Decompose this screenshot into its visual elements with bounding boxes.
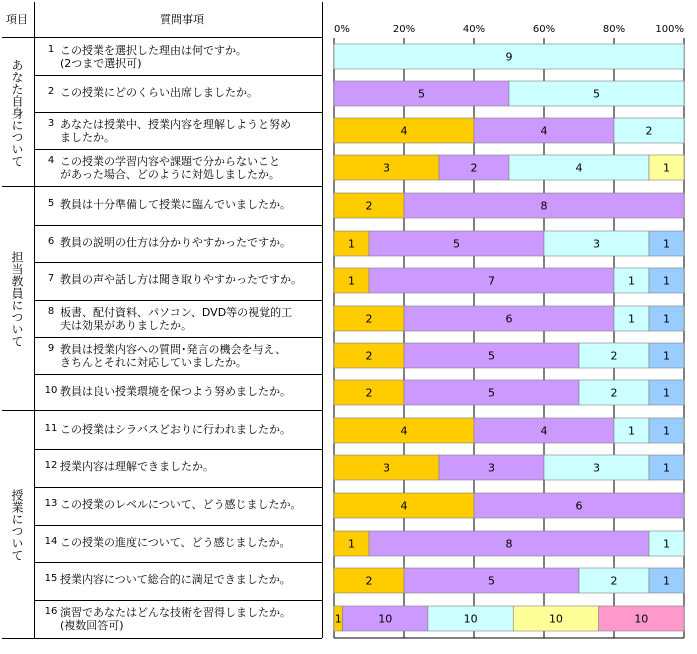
data-label: 4: [540, 124, 548, 138]
data-label: 1: [663, 424, 670, 438]
question-number: 14: [44, 536, 58, 547]
data-label: 1: [663, 349, 670, 363]
x-tick-label: 60%: [532, 24, 556, 35]
data-label: 3: [593, 461, 600, 475]
data-label: 2: [365, 312, 373, 326]
data-label: 2: [365, 199, 373, 213]
data-label: 1: [663, 537, 670, 551]
question-number: 7: [47, 273, 55, 284]
x-tick-label: 80%: [602, 24, 626, 35]
data-label: 2: [610, 574, 618, 588]
data-label: 2: [645, 124, 653, 138]
question-text: 教員は十分準備して授業に臨んでいましたか。: [60, 198, 291, 211]
question-text: この授業の学習内容や課題で分からないこと があった場合、どのように対処しましたか。: [60, 155, 280, 181]
data-label: 5: [418, 87, 425, 101]
data-label: 4: [540, 424, 548, 438]
x-tick-label: 0%: [334, 24, 350, 35]
data-label: 6: [575, 499, 583, 513]
question-number: 11: [44, 423, 58, 434]
data-label: 1: [663, 274, 670, 288]
data-label: 5: [488, 574, 495, 588]
question-number: 4: [47, 155, 55, 166]
data-label: 1: [663, 237, 670, 251]
data-label: 5: [593, 87, 600, 101]
data-label: 10: [548, 612, 563, 626]
data-label: 1: [348, 274, 355, 288]
x-tick-label: 40%: [462, 24, 486, 35]
data-label: 3: [593, 237, 600, 251]
data-label: 1: [628, 312, 635, 326]
x-tick-label: 100%: [655, 24, 684, 35]
question-column-header: 質問事項: [160, 13, 204, 26]
question-text: 教員は授業内容への質問･発言の機会を与え、 きちんとそれに対応していましたか。: [60, 343, 287, 369]
question-text: 授業内容について総合的に満足できましたか。: [60, 573, 291, 586]
data-label: 4: [400, 499, 408, 513]
data-label: 2: [365, 386, 373, 400]
data-label: 4: [400, 124, 408, 138]
data-label: 3: [383, 461, 390, 475]
data-label: 2: [610, 386, 618, 400]
data-label: 2: [610, 349, 618, 363]
section-label-class: 授業について: [10, 489, 24, 561]
data-label: 3: [488, 461, 495, 475]
data-label: 1: [663, 461, 670, 475]
data-label: 5: [488, 386, 495, 400]
data-label: 2: [470, 161, 478, 175]
data-label: 1: [663, 386, 670, 400]
data-label: 1: [628, 424, 635, 438]
data-label: 6: [505, 312, 513, 326]
question-number: 13: [44, 498, 58, 509]
question-text: 教員の声や話し方は聞き取りやすかったですか。: [60, 273, 302, 286]
question-text: 演習であなたはどんな技術を習得しましたか。 (複数回答可): [60, 606, 291, 632]
question-number: 9: [47, 343, 55, 354]
question-number: 8: [47, 306, 55, 317]
question-number: 3: [47, 118, 55, 129]
data-label: 1: [663, 312, 670, 326]
section-label-teacher: 担当教員について: [10, 251, 24, 347]
question-text: この授業のレベルについて、どう感じましたか。: [60, 498, 302, 511]
data-label: 2: [365, 574, 373, 588]
data-label: 8: [540, 199, 548, 213]
section-label-self: あなた自身について: [10, 59, 24, 167]
data-label: 3: [383, 161, 390, 175]
question-text: この授業を選択した理由は何ですか。 (2つまで選択可): [60, 44, 247, 70]
data-label: 10: [378, 612, 393, 626]
x-tick-label: 20%: [392, 24, 416, 35]
data-label: 5: [453, 237, 460, 251]
data-label: 1: [663, 574, 670, 588]
data-label: 1: [348, 237, 355, 251]
data-label: 2: [365, 349, 373, 363]
question-text: あなたは授業中、授業内容を理解しようと努め ましたか。: [60, 118, 291, 144]
data-label: 1: [334, 612, 342, 626]
data-label: 1: [663, 161, 670, 175]
data-label: 7: [488, 274, 495, 288]
question-text: 教員の説明の仕方は分かりやすかったですか。: [60, 236, 291, 249]
data-label: 10: [634, 612, 649, 626]
data-label: 1: [628, 274, 635, 288]
data-label: 9: [505, 50, 513, 64]
question-number: 12: [44, 460, 58, 471]
question-number: 1: [47, 44, 55, 55]
data-label: 5: [488, 349, 495, 363]
question-number: 6: [47, 236, 55, 247]
question-number: 10: [44, 385, 58, 396]
question-text: 授業内容は理解できましたか。: [60, 460, 214, 473]
question-number: 5: [47, 198, 55, 209]
question-text: 板書、配付資料、パソコン、DVD等の視覚的工 夫は効果がありましたか。: [60, 306, 293, 332]
data-label: 1: [348, 537, 355, 551]
data-label: 4: [400, 424, 408, 438]
data-label: 10: [463, 612, 478, 626]
question-number: 15: [44, 573, 58, 584]
question-text: この授業にどのくらい出席しましたか。: [60, 86, 258, 99]
question-number: 2: [47, 86, 55, 97]
question-text: この授業はシラバスどおりに行われましたか。: [60, 423, 291, 436]
item-column-header: 項目: [6, 13, 28, 26]
question-text: この授業の進度について、どう感じましたか。: [60, 536, 291, 549]
question-text: 教員は良い授業環境を保つよう努めましたか。: [60, 385, 291, 398]
question-number: 16: [44, 606, 58, 617]
data-label: 4: [575, 161, 583, 175]
data-label: 8: [505, 537, 513, 551]
